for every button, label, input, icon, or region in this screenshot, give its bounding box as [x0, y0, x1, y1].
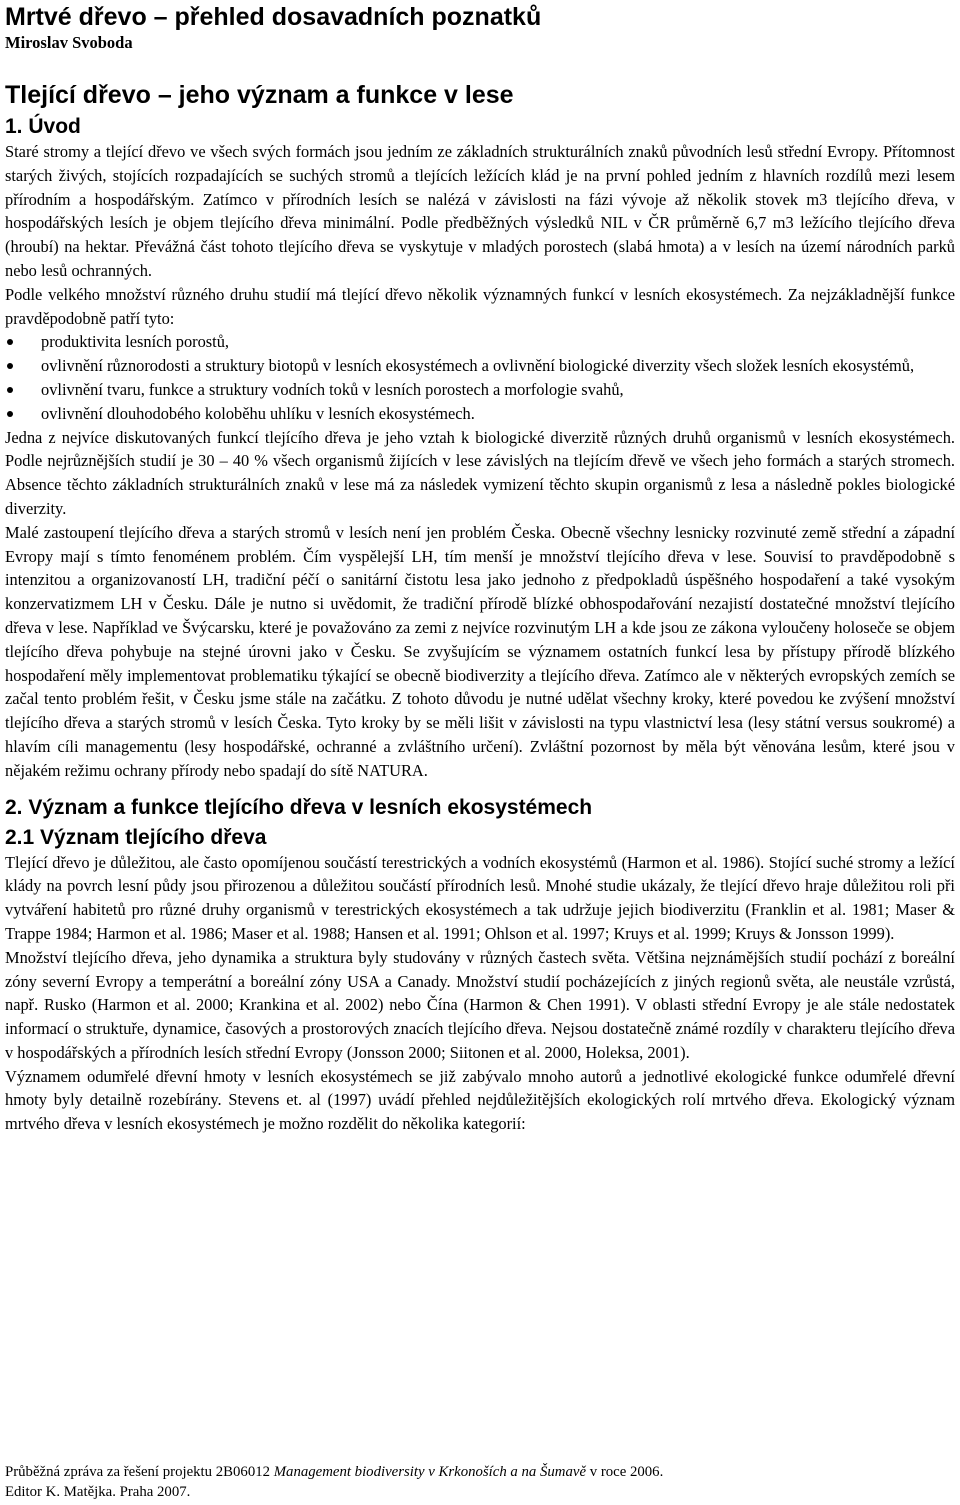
- bullet-icon: [7, 387, 13, 393]
- section-2-heading: 2. Význam a funkce tlejícího dřeva v lesních ekosystémech: [5, 795, 593, 819]
- list-item: [5, 330, 955, 354]
- footer-line-2: Editor K. Matějka. Praha 2007.: [5, 1484, 191, 1500]
- list-item: [5, 402, 955, 426]
- list-item-text: produktivita lesních porostů,: [41, 332, 230, 352]
- functions-list: [5, 330, 955, 425]
- footer-project-title: Management biodiversity v Krkonoších a na Šumavě: [273, 1464, 587, 1480]
- page-footer: [5, 1462, 955, 1502]
- footer-line-1: [5, 1462, 955, 1482]
- document-title: Mrtvé dřevo – přehled dosavadních poznatků: [5, 3, 542, 31]
- section-1-paragraph-2: Podle velkého množství různého druhu studií má tlející dřevo několik významných funkcí v lesních ekosystémech. Za nejzákladnější funkce pravděpodobně patří tyto:: [5, 284, 955, 328]
- list-item: [5, 378, 955, 402]
- footer-prefix: Průběžná zpráva za řešení projektu 2B06012: [5, 1464, 274, 1480]
- bullet-icon: [7, 363, 13, 369]
- section-1-paragraph-4: Malé zastoupení tlejícího dřeva a starých stromů v lesích není jen problém Česka. Obecně všechny lesnicky rozvinuté země střední a západní Evropy mají s tímto fenoménem problém. Čím vyspělejší LH, tím menší je množství tlejícího dřeva v lese. Souvisí to pravděpodobně s intenzitou a organizovaností LH, tradiční péčí o sanitární čistotu lesa jako jednoho z předpokladů úspěšného hospodaření a také vysokým konzervatizmem LH v Česku. Dále je nutno si uvědomit, že tradiční přírodě blízké obhospodařování nezajistí dostatečné množství tlejícího dřeva v lese. Například ve Švýcarsku, které je považováno za zemi z nejvíce rozvinutým LH a kde jsou ze zákona vyloučeny holoseče se objem tlejícího dřeva pohybuje na stejné úrovni jako v Česku. Se zvyšujícím se významem ostatních funkcí lesa by přístupy přírodě blízkého hospodaření měly implementovat problematiku týkající se obecně biodiverzity a tlejícího dřeva. Zatímco ale v některých evropských zemích se začal tento problém řešit, v Česku jsme stále na začátku. Z tohoto důvodu je nutné udělat všechny kroky, které povedou ke zvýšení množství tlejícího dřeva a starých stromů v lesích Česka. Tyto kroky by se měli lišit v závislosti na typu vlastnictví lesa (lesy státní versus soukromé) a hlavím cíli managementu (lesy hospodářské, ochranné a zvláštního určení). Zvláštní pozornost by měla být věnována lesům, které jsou v nějakém režimu ochrany přírody nebo spadají do sítě NATURA.: [5, 522, 955, 780]
- document-subtitle: Tlející dřevo – jeho význam a funkce v lese: [5, 81, 514, 109]
- bullet-icon: [7, 411, 13, 417]
- list-item-text: ovlivnění různorodosti a struktury biotopů v lesních ekosystémech a ovlivnění biologické diverzity všech složek lesních ekosystémů,: [41, 356, 915, 376]
- author-name: Miroslav Svoboda: [5, 33, 133, 52]
- footer-suffix: v roce 2006.: [586, 1464, 664, 1480]
- bullet-icon: [7, 339, 13, 345]
- list-item-text: ovlivnění dlouhodobého koloběhu uhlíku v lesních ekosystémech.: [41, 403, 475, 423]
- document-page: [5, 0, 955, 1136]
- section-2-paragraph-3: Významem odumřelé dřevní hmoty v lesních ekosystémech se již zabývalo mnoho autorů a jednotlivé ekologické funkce odumřelé dřevní hmoty byly detailně rozebírány. Stevens et. al (1997) uvádí přehled nejdůležitějších ekologických rolí mrtvého dřeva. Ekologický význam mrtvého dřeva v lesních ekosystémech je možno rozdělit do několika kategorií:: [5, 1066, 955, 1134]
- section-2-paragraph-1: Tlející dřevo je důležitou, ale často opomíjenou součástí terestrických a vodních ekosystémů (Harmon et al. 1986). Stojící suché stromy a ležící klády na povrch lesní půdy jsou přirozenou a důležitou součástí přírodních lesů. Mnohé studie ukázaly, že tlející dřevo hraje důležitou roli při vytváření habitetů pro různé druhy organismů v terestrických ekosystémech a tak udržuje jejich biodiverzitu (Franklin et al. 1981; Maser & Trappe 1984; Harmon et al. 1986; Maser et al. 1988; Hansen et al. 1991; Ohlson et al. 1997; Kruys et al. 1999; Kruys & Jonsson 1999).: [5, 852, 955, 943]
- section-2-paragraph-2: Množství tlejícího dřeva, jeho dynamika a struktura byly studovány v různých častech světa. Většina nejznámějších studií pochází z boreální zóny severní Evropy a temperátní a boreální zóny USA a Canady. Množství studií pocházejících z jiných regionů světa, ale neustále vzrůstá, např. Rusko (Harmon et al. 2000; Krankina et al. 2002) nebo Čína (Harmon & Chen 1991). V oblasti střední Evropy je ale stále nedostatek informací o struktuře, dynamice, časových a prostorových znacích tlejícího dřeva. Nejsou dostatečně známé rozdíly v charakteru tlejícího dřeva v hospodářských a přírodních lesích střední Evropy (Jonsson 2000; Siitonen et al. 2000, Holeksa, 2001).: [5, 947, 955, 1062]
- section-1-heading: 1. Úvod: [5, 115, 81, 138]
- section-1-paragraph-3: Jedna z nejvíce diskutovaných funkcí tlejícího dřeva je jeho vztah k biologické diverzitě různých druhů organismů v lesních ekosystémech. Podle nejrůznějších studií je 30 – 40 % všech organismů žijících v lese závislých na tlejícím dřevě ve všech jeho formách a starých stromech. Absence těchto základních strukturálních znaků v lese má za následek vymizení těchto skupin organismů z lesa a následně pokles biologické diverzity.: [5, 427, 955, 518]
- list-item: [5, 354, 955, 378]
- section-1-paragraph-1: Staré stromy a tlející dřevo ve všech svých formách jsou jedním ze základních strukturálních znaků původních lesů střední Evropy. Přítomnost starých živých, stojících rozpadajících se suchých stromů a tlejících ležících klád je na první pohled jedním z hlavních rozdílů mezi lesem přírodním a hospodářským. Zatímco v přírodních lesích se nalézá v závislosti na fázi vývoje až několik stovek m3 tlejícího dřeva, v hospodářských lesích je objem tlejícího dřeva minimální. Podle předběžných výsledků NIL v ČR průměrně 6,7 m3 ležícího tlejícího dřeva (hroubí) na hektar. Převážná část tohoto tlejícího dřeva se vyskytuje v mladých porostech (slabá hmota) a v lesích na území národních parků nebo lesů ochranných.: [5, 142, 955, 280]
- section-2-1-heading: 2.1 Význam tlejícího dřeva: [5, 825, 267, 849]
- list-item-text: ovlivnění tvaru, funkce a struktury vodních toků v lesních porostech a morfologie svahů,: [41, 379, 624, 399]
